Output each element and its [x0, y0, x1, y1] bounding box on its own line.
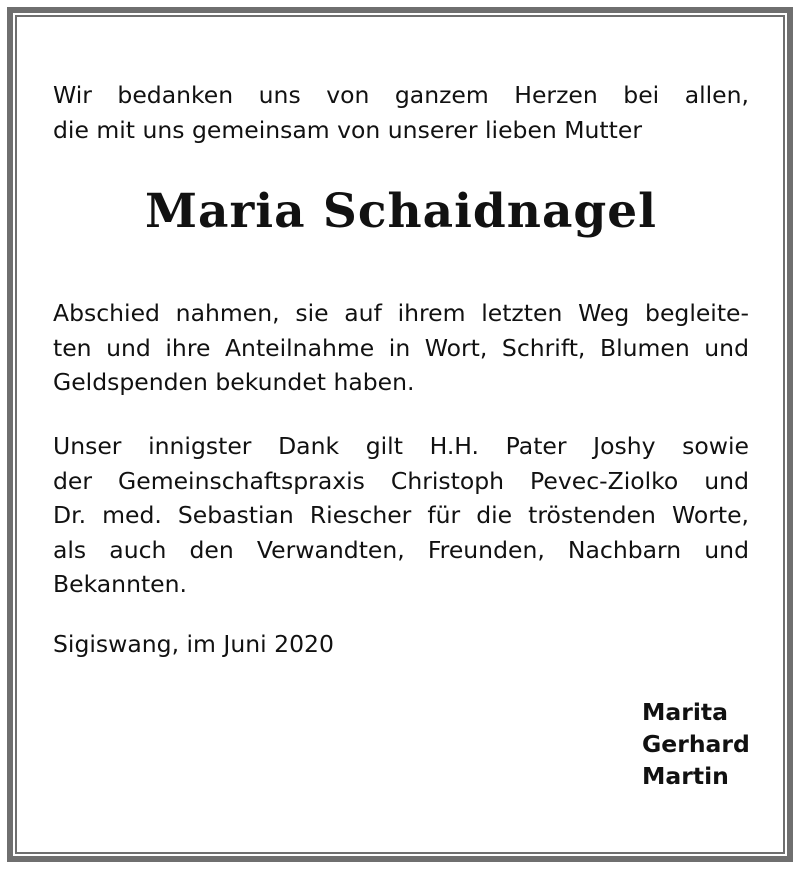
signer-name: Marita: [642, 698, 728, 726]
signer-name: Gerhard: [642, 730, 750, 758]
deceased-name: Maria Schaidnagel: [144, 184, 658, 239]
signer-name: Martin: [642, 762, 729, 790]
thanks-line-4: als auch den Verwandten, Freunden, Nachbarn und: [53, 535, 749, 564]
place-date: Sigiswang, im Juni 2020: [53, 630, 334, 658]
farewell-paragraph: [53, 296, 749, 400]
signers-list: [642, 696, 750, 792]
farewell-line-2: ten und ihre Anteilnahme in Wort, Schrift, Blumen und: [53, 333, 749, 362]
thanks-paragraph: [53, 429, 749, 602]
intro-line-2: die mit uns gemeinsam von unserer lieben Mutter: [53, 115, 642, 144]
farewell-line-1: Abschied nahmen, sie auf ihrem letzten Weg begleite-: [53, 299, 749, 327]
intro-paragraph: [53, 78, 749, 147]
farewell-line-3: Geldspenden bekundet haben.: [53, 368, 415, 396]
intro-line-1: Wir bedanken uns von ganzem Herzen bei allen,: [53, 81, 749, 109]
thanks-line-1: Unser innigster Dank gilt H.H. Pater Joshy sowie: [53, 432, 749, 460]
thanks-line-2: der Gemeinschaftspraxis Christoph Pevec-Ziolko und: [53, 466, 749, 495]
thanks-line-5: Bekannten.: [53, 570, 188, 598]
thanks-line-3: Dr. med. Sebastian Riescher für die tröstenden Worte,: [53, 501, 749, 529]
